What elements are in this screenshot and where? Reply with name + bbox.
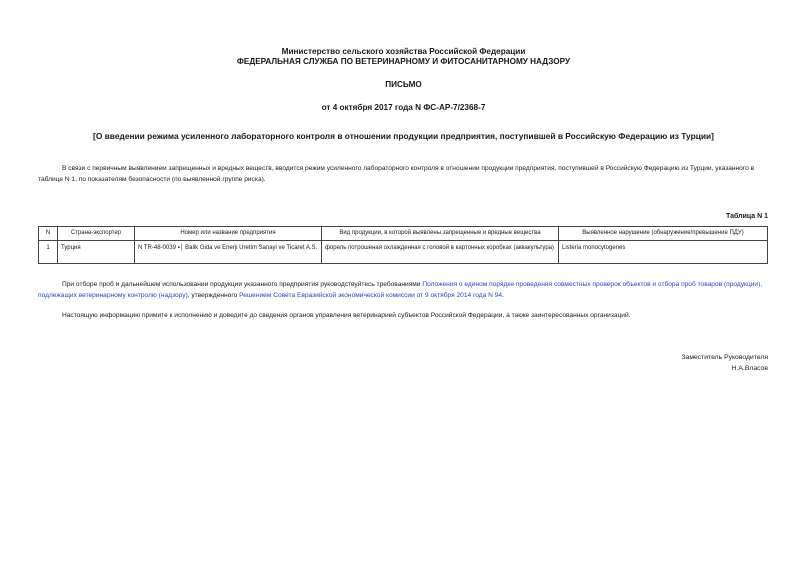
column-header-violation: Выявленное нарушение (обнаружение/превышение ПДУ) [559,227,768,241]
signatory-position: Заместитель Руководителя [681,354,768,361]
table-header-row [39,227,768,241]
requirements-text-after: . [502,292,504,299]
document-title: [О введении режима усиленного лабораторного контроля в отношении продукции предприятия, поступившей в Российскую Федерацию из Турции] [93,131,714,141]
violations-table [38,226,768,264]
cell-product: форель потрошеная охлажденная с головой в картонных коробках (аквакультура) [322,241,559,264]
ministry-name: Министерство сельского хозяйства Российской Федерации [281,47,526,56]
cell-country: Турция [58,241,135,264]
column-header-number: N [39,227,58,241]
requirements-text-middle: , утвержденного [187,292,240,299]
cell-enterprise [135,241,322,264]
document-date-number: от 4 октября 2017 года N ФС-АР-7/2368-7 [321,103,486,112]
service-name: ФЕДЕРАЛЬНАЯ СЛУЖБА ПО ВЕТЕРИНАРНОМУ И ФИТОСАНИТАРНОМУ НАДЗОРУ [236,57,571,66]
column-header-enterprise: Номер или название предприятия [135,227,322,241]
intro-paragraph: В связи с первичным выявлением запрещенных и вредных веществ, вводится режим усиленного лабораторного контроля в отношении продукции предприятия, поступившей в Российскую Федерацию из Турции, указанного в таблице N 1, по показателям безопасности (по выявленной группе риска). [38,165,755,183]
regulation-link[interactable]: Положения о едином порядке проведения совместных проверок объектов и отбора проб товаров (продукции), подлежащих ветеринарному контролю (надзору) [38,281,763,299]
cell-number: 1 [39,241,58,264]
table-label: Таблица N 1 [725,213,768,220]
column-header-country: Страна-экспортер [58,227,135,241]
enterprise-separator-mark: ▪│ [177,245,184,251]
table-row [39,241,768,264]
enterprise-number: N TR-48-0039 [138,245,176,251]
instruction-paragraph: Настоящую информацию примите к исполнению и доведите до сведения органов управления ветеринарией субъектов Российской Федерации, а также заинтересованных организаций. [62,312,631,319]
signatory-name: Н.А.Власов [731,365,768,372]
column-header-product: Вид продукции, в которой выявлены запрещенные и вредные вещества [322,227,559,241]
document-type: ПИСЬМО [385,80,422,89]
cell-violation: Listeria monocytogenes [559,241,768,264]
requirements-text-before: При отборе проб и дальнейшем использовании продукции указанного предприятия руководствуйтесь требованиями [62,281,423,288]
enterprise-name: Balik Gida ve Enerji Uretim Sanayi ve Ticaret A.S. [185,245,318,251]
requirements-paragraph [38,279,768,301]
decision-link[interactable]: Решением Совета Евразийской экономической комиссии от 9 октября 2014 года N 94 [239,292,503,299]
